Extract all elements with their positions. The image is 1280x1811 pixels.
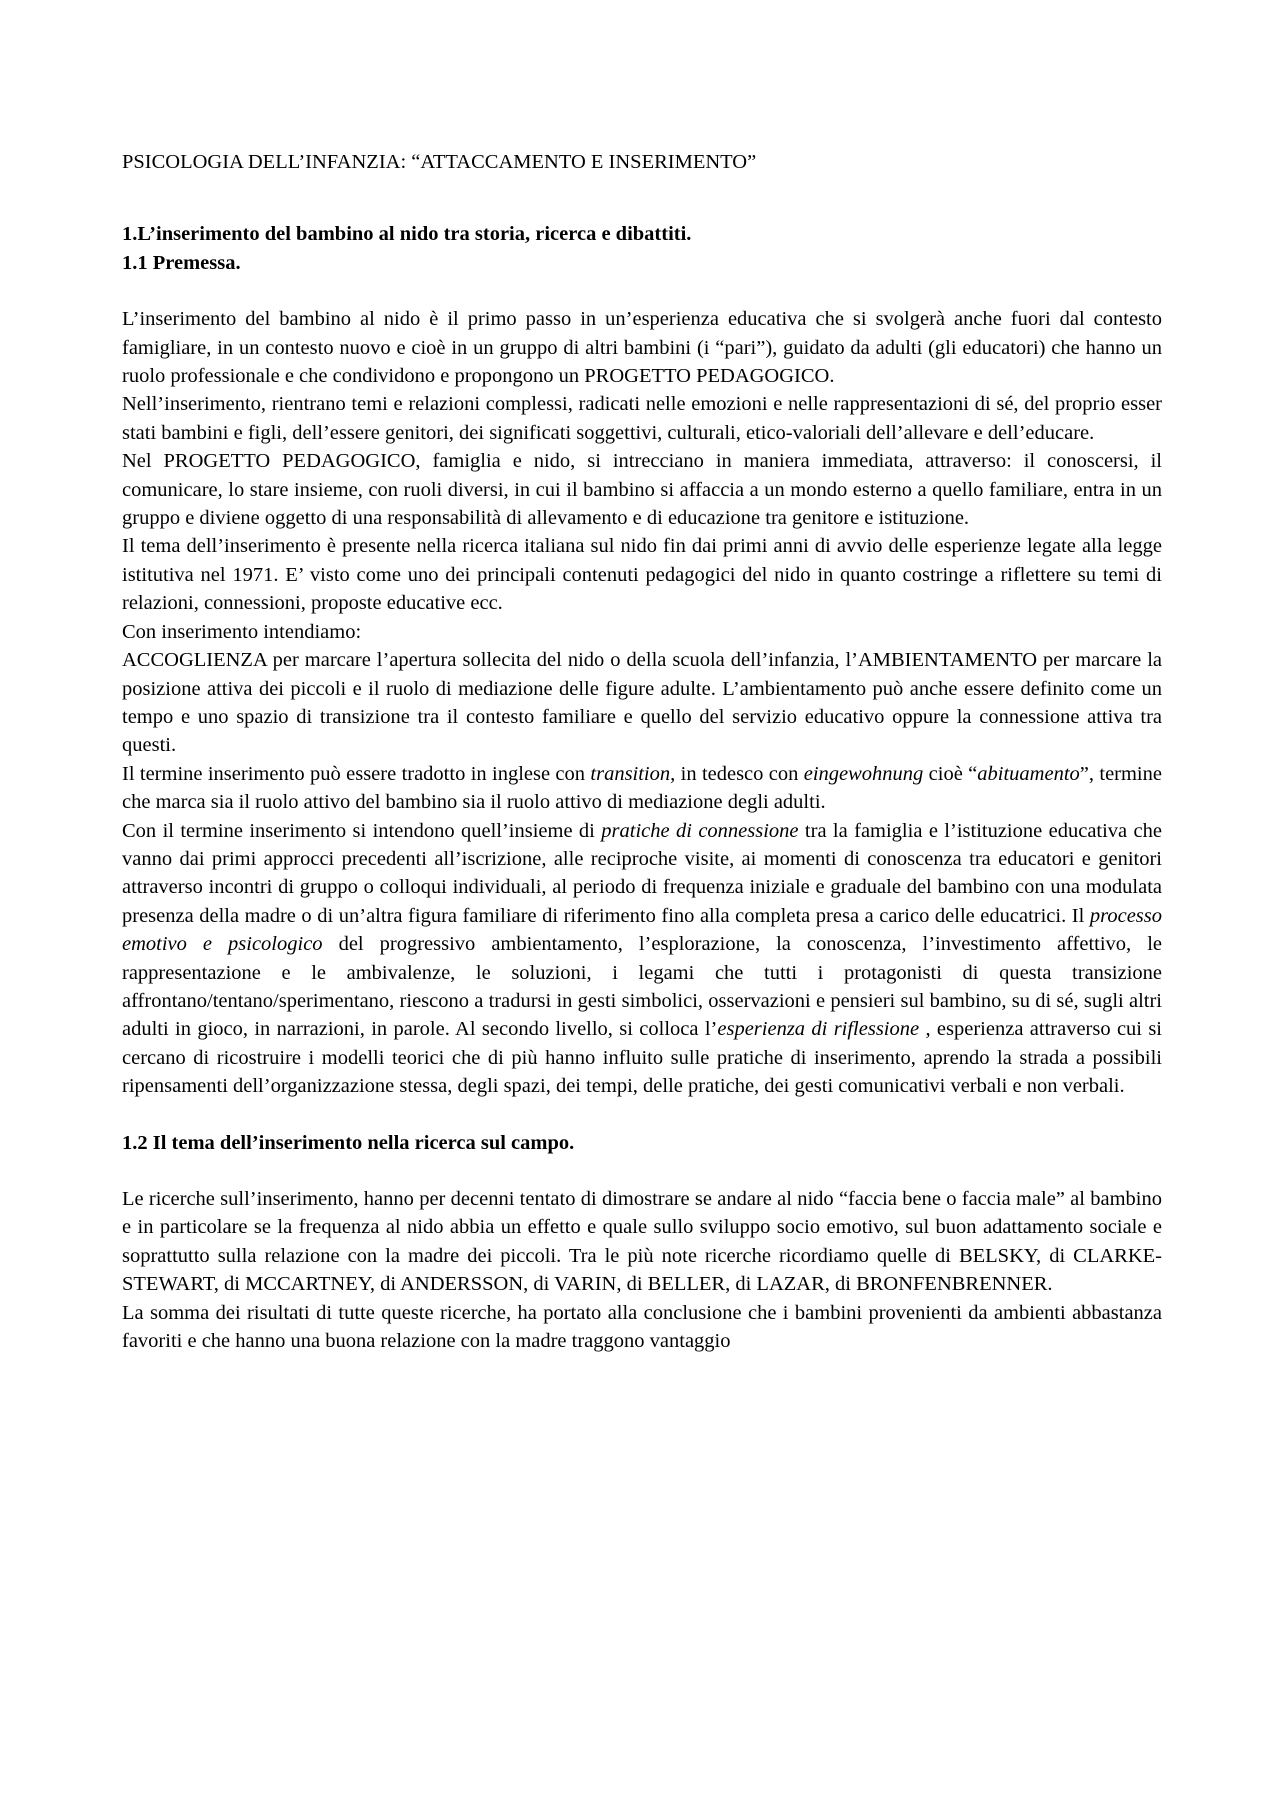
paragraph-7-text-2: in tedesco con	[675, 762, 804, 785]
document-page	[122, 148, 1162, 1355]
paragraph-7-italic-3: abituamento	[977, 762, 1080, 785]
spacer	[122, 1157, 1162, 1185]
paragraph-5: Con inserimento intendiamo:	[122, 620, 362, 643]
paragraph-8-text-1: Con il termine inserimento si intendono quell’insieme di	[122, 819, 602, 842]
paragraph-6: ACCOGLIENZA per marcare l’apertura sollecita del nido o della scuola dell’infanzia, l’AMBIENTAMENTO per marcare la posizione attiva dei piccoli e il ruolo di mediazione delle figure adulte. L’ambientamento può anche essere definito come un tempo e uno spazio di transizione tra il contesto familiare e quello del servizio educativo oppure la connessione attiva tra questi.	[122, 649, 1162, 757]
paragraph-8-text-3: del progressivo ambientamento, l’esplorazione, la conoscenza, l’investimento affettivo, le rappresentazione e le ambivalenze, le soluzioni, i legami che tutti i protagonisti di questa transizione affrontano/tentano/sperimentano, riescono a tradursi in gesti simbolici, osservazioni e pensieri sul bambino, su di sé, sugli altri adulti in gioco, in narrazioni, in parole. Al secondo livello, si colloca l’	[122, 933, 1162, 1041]
paragraph-7-italic-1: transition,	[590, 762, 676, 785]
document-title: PSICOLOGIA DELL’INFANZIA: “ATTACCAMENTO E INSERIMENTO”	[122, 151, 757, 173]
paragraph-8-italic-3: esperienza di riflessione	[717, 1018, 920, 1041]
paragraph-1: L’inserimento del bambino al nido è il primo passo in un’esperienza educativa che si svolgerà anche fuori dal contesto famigliare, in un contesto nuovo e cioè in un gruppo di altri bambini (i “pari”), guidato da adulti (gli educatori) che hanno un ruolo professionale e che condividono e propongono un PROGETTO PEDAGOGICO.	[122, 308, 1162, 388]
paragraph-7-text-3: cioè “	[923, 762, 978, 785]
paragraph-2: Nell’inserimento, rientrano temi e relazioni complessi, radicati nelle emozioni e nelle rappresentazioni di sé, del proprio esser stati bambini e figli, dell’essere genitori, dei significati soggettivi, culturali, etico-valoriali dell’allevare e dell’educare.	[122, 393, 1162, 444]
paragraph-7	[122, 760, 1162, 817]
paragraph-3: Nel PROGETTO PEDAGOGICO, famiglia e nido, si intrecciano in maniera immediata, attraverso: il conoscersi, il comunicare, lo stare insieme, con ruoli diversi, in cui il bambino si affaccia a un mondo esterno a quello familiare, entra in un gruppo e diviene oggetto di una responsabilità di allevamento e di educazione tra genitore e istituzione.	[122, 450, 1162, 530]
paragraph-8-text-2: tra la famiglia e l’istituzione educativa che vanno dai primi approcci precedenti all’iscrizione, alle reciproche visite, ai momenti di conoscenza tra educatori e genitori attraverso incontri di gruppo o colloqui individuali, al periodo di frequenza iniziale e graduale del bambino con una modulata presenza della madre o di un’altra figura familiare di riferimento fino alla completa presa a carico delle educatrici. Il	[122, 819, 1162, 927]
spacer	[122, 1101, 1162, 1129]
paragraph-8-italic-2: processo emotivo e psicologico	[122, 904, 1162, 956]
paragraph-8-text-4: , esperienza attraverso cui si cercano di ricostruire i modelli teorici che di più hanno influito sulle pratiche di inserimento, aprendo la strada a possibili ripensamenti dell’organizzazione stessa, degli spazi, dei tempi, delle pratiche, dei gesti comunicativi verbali e non verbali.	[122, 1018, 1163, 1098]
paragraph-7-text-4: ”, termine che marca sia il ruolo attivo del bambino sia il ruolo attivo di mediazione degli adulti.	[122, 762, 1162, 814]
paragraph-9: Le ricerche sull’inserimento, hanno per decenni tentato di dimostrare se andare al nido “faccia bene o faccia male” al bambino e in particolare se la frequenza al nido abbia un effetto e quale sullo sviluppo socio emotivo, sul buon adattamento sociale e soprattutto sulla relazione con la madre dei piccoli. Tra le più note ricerche ricordiamo quelle di BELSKY, di CLARKE-STEWART, di MCCARTNEY, di ANDERSSON, di VARIN, di BELLER, di LAZAR, di BRONFENBRENNER.	[122, 1188, 1162, 1296]
section-1-heading: 1.L’inserimento del bambino al nido tra storia, ricerca e dibattiti.	[122, 223, 692, 246]
spacer	[122, 277, 1162, 305]
paragraph-4: Il tema dell’inserimento è presente nella ricerca italiana sul nido fin dai primi anni di avvio delle esperienze legate alla legge istitutiva nel 1971. E’ visto come uno dei principali contenuti pedagogici del nido in quanto costringe a riflettere su temi di relazioni, connessioni, proposte educative ecc.	[122, 535, 1162, 615]
section-1-1-heading: 1.1 Premessa.	[122, 251, 241, 274]
section-1-2-heading: 1.2 Il tema dell’inserimento nella ricerca sul campo.	[122, 1131, 575, 1154]
paragraph-7-italic-2: eingewohnung	[803, 762, 924, 785]
paragraph-10: La somma dei risultati di tutte queste ricerche, ha portato alla conclusione che i bambini provenienti da ambienti abbastanza favoriti e che hanno una buona relazione con la madre traggono vantaggio	[122, 1301, 1162, 1353]
paragraph-8-italic-1: pratiche di connessione	[601, 819, 799, 842]
paragraph-7-text-1: Il termine inserimento può essere tradotto in inglese con	[122, 762, 591, 785]
paragraph-8	[122, 817, 1162, 1101]
